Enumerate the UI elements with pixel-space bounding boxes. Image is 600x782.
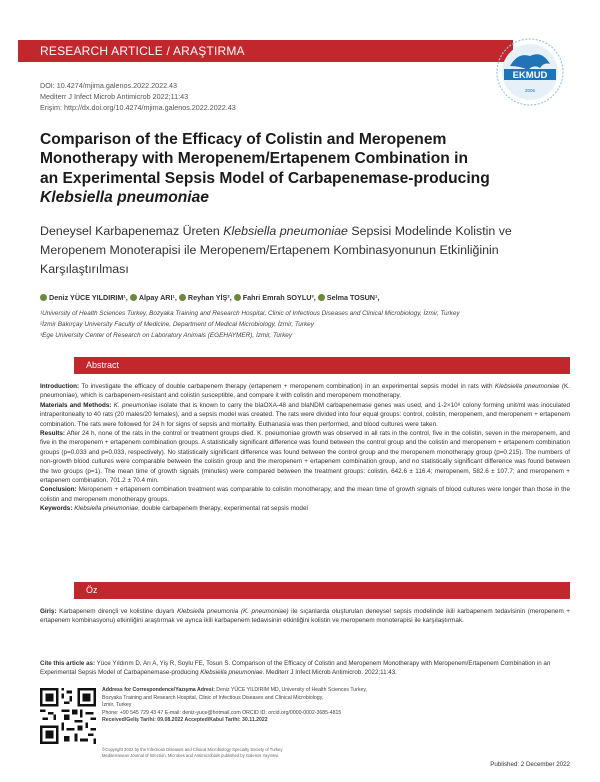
orcid-icon[interactable] bbox=[318, 294, 325, 301]
article-meta bbox=[40, 80, 236, 113]
orcid-icon[interactable] bbox=[234, 294, 241, 301]
intro-text: (K. pneumoniae), which is carbapenem-resistant and colistin susceptible, and compare it with colistin and meropenem monotherapy. bbox=[40, 383, 570, 400]
keywords-italic: Klebsiella pneumoniae bbox=[72, 505, 139, 513]
citation-text: Yüce Yıldırım D, Arı A, Yiş R, Soylu FE, Tosun S. Comparison of the Efficacy of Colistin and Meropenem Monotherapy with Meropenem/Ertapenem Combination in an Experimental Sepsis Model of Carbapenemase-producing bbox=[40, 660, 551, 677]
giris-italic: Klebsiella pneumonia (K. pneumoniae) bbox=[177, 608, 289, 615]
correspondence-line: Bozyaka Training and Research Hospital, Clinic of Infectious Diseases and Clinical Microbiology, bbox=[102, 694, 324, 701]
abstract-keywords bbox=[40, 504, 570, 513]
abstract-methods bbox=[40, 401, 570, 429]
intro-label: Introduction: bbox=[40, 383, 80, 390]
author: Deniz YÜCE YILDIRIM¹, bbox=[49, 293, 128, 302]
oz-heading-bar bbox=[74, 582, 570, 599]
author: Fahri Emrah SOYLU³, bbox=[242, 293, 316, 302]
methods-label: Materials and Methods: bbox=[40, 401, 112, 409]
author: Alpay ARI¹, bbox=[138, 293, 177, 302]
author: Reyhan YİŞ², bbox=[187, 293, 232, 302]
affiliation: ¹University of Health Sciences Turkey, Bozyaka Training and Research Hospital, Clinic of Infectious Diseases and Clinical Microbiology, İzmir, Turkey bbox=[40, 310, 460, 317]
oz-body bbox=[40, 607, 570, 626]
contact-line[interactable]: Phone: +90 545 729 43 47 E-mail: deniz-yuce@hotmail.com ORCID ID: orcid.org/0000-0002-3685-4815 bbox=[102, 709, 342, 716]
abstract-body bbox=[40, 382, 570, 514]
correspondence-line: Deniz YÜCE YILDIRIM MD, University of Health Sciences Turkey, bbox=[214, 687, 368, 693]
correspondence-line: İzmir, Turkey bbox=[102, 702, 132, 709]
subtitle-italic: Klebsiella pneumoniae bbox=[223, 224, 348, 238]
article-subtitle-tr bbox=[40, 222, 570, 279]
conclusion-label: Conclusion: bbox=[40, 486, 77, 494]
author-list bbox=[40, 293, 379, 302]
affiliation: ²İzmir Bakırçay University Faculty of Medicine, Department of Medical Microbiology, İzmir, Turkey bbox=[40, 321, 314, 328]
citation bbox=[40, 659, 570, 677]
affiliations bbox=[40, 308, 570, 341]
logo-text: EKMUD bbox=[512, 70, 548, 81]
copyright-line: ©Copyright 2022 by the Infectious Diseases and Clinical Microbiology Specialty Society of Turkey bbox=[102, 747, 283, 752]
results-label: Results: bbox=[40, 430, 66, 438]
copyright-line: Mediterranean Journal of Infection, Microbes and Antimicrobials published by Galenos Yayınevi. bbox=[102, 752, 280, 758]
article-title bbox=[40, 130, 570, 208]
abstract-heading: Abstract bbox=[86, 360, 120, 370]
results-text: After 24 h, none of the rats in the control or treatment groups died. K. pneumoniae growth was observed in all rats in the control, five in the colistin, seven in the meropenem, and five in the meropenem + ertapenem combination groups. A statistically significant difference was found between the control group and the colistin and meropenem + ertapenem combination groups (p=0.033 and p=0.033, respectively). No statistically significant difference was found between the control group and the meropenem monotherapy group (p=0.215). The numbers of non-growth blood cultures were comparable between the colistin group and the meropenem + ertapenem combination group, and no statistically significant difference was found between the two groups (p=1). The mean time of growth signals (minutes) were compared between the treatment groups: colistin, 642.6 ± 116.4; meropenem, 582.6 ± 107.7; and meropenem + ertapenem combination, 701.2 ± 70.4 min. bbox=[40, 430, 570, 485]
logo-year: 2006 bbox=[524, 88, 536, 93]
title-line: Comparison of the Efficacy of Colistin and Meropenem bbox=[40, 131, 447, 148]
citation-text: . Mediterr J Infect Microb Antimicrob. 2022;11:43. bbox=[262, 669, 397, 677]
giris-label: Giriş: bbox=[40, 608, 57, 615]
citation-italic: Klebsiella pneumoniae bbox=[200, 669, 263, 677]
abstract-heading-bar bbox=[74, 357, 570, 374]
orcid-icon[interactable] bbox=[179, 294, 186, 301]
doi-line[interactable]: DOI: 10.4274/mjima.galenos.2022.2022.43 bbox=[40, 81, 178, 90]
title-line: Klebsiella pneumoniae bbox=[40, 189, 209, 207]
correspondence bbox=[102, 687, 442, 725]
orcid-icon[interactable] bbox=[130, 294, 137, 301]
subtitle-part: Deneysel Karbapenemaz Üreten bbox=[40, 224, 224, 238]
subtitle-part: Sepsisi Modelinde Kolistin ve Meropenem Monoterapisi ile Meropenem/Ertapenem Kombinasyonunun Etkinliğinin Karşılaştırılması bbox=[40, 224, 512, 276]
methods-italic: K. pneumoniae bbox=[111, 401, 157, 409]
journal-line: Mediterr J Infect Microb Antimicrob 2022;11:43 bbox=[40, 92, 189, 101]
keywords-text: , double carbapenem therapy, experimental rat sepsis model bbox=[138, 505, 308, 513]
article-type-banner bbox=[18, 40, 513, 62]
qr-code[interactable] bbox=[40, 688, 96, 744]
access-line[interactable]: Erişim: http://dx.doi.org/10.4274/mjima.galenos.2022.2022.43 bbox=[40, 103, 236, 112]
published-date: Published: 2 December 2022 bbox=[490, 761, 570, 768]
abstract-conclusion bbox=[40, 485, 570, 504]
conclusion-text: Meropenem + ertapenem combination treatment was comparable to colistin monotherapy, and the mean time of growth signals of blood cultures were longer than those in the colistin and meropenem monotherapy groups. bbox=[40, 486, 570, 503]
affiliation: ³Ege University Center of Research on Laboratory Animals (EGEHAYMER), İzmir, Turkey bbox=[40, 332, 293, 339]
giris-text: ile sıçanlarda oluşturulan deneysel sepsis modelinde ikili karbapenem tedavisinin (meropenem + ertapenem kombinasyonu) etkinliğini araştırmak ve ayrıca ikili karbapenem tedavisinin etkinliğini kolistin ve meropenem monoterapisi ile karşılaştırmak. bbox=[40, 608, 571, 625]
article-type-label: RESEARCH ARTICLE / ARAŞTIRMA bbox=[40, 44, 245, 58]
ekmud-logo bbox=[494, 36, 566, 108]
dates-line: Received/Geliş Tarihi: 09.08.2022 Accepted/Kabul Tarihi: 30.11.2022 bbox=[102, 717, 268, 724]
methods-text: isolate that is known to carry the blaOXA-48 and blaNDM carbapenemase genes was used, and 1-2×10⁸ colony forming unit/ml was inoculated intraperitoneally to 40 rats (20 males/20 females), and a sepsis model was created. The rats were divided into four equal groups: control, colistin, meropenem, and meropenem + ertapenem combination. The rats were followed for 24 h for signs of sepsis and mortality. Euthanasia was then performed, and blood cultures were taken. bbox=[40, 401, 571, 428]
orcid-icon[interactable] bbox=[40, 294, 47, 301]
oz-giris bbox=[40, 607, 570, 626]
title-line: Monotherapy with Meropenem/Ertapenem Combination in bbox=[40, 150, 468, 168]
abstract-introduction bbox=[40, 382, 570, 401]
intro-text: To investigate the efficacy of double carbapenem therapy (ertapenem + meropenem combination) in an experimental sepsis model in rats with bbox=[79, 383, 495, 390]
giris-text: Karbapenem dirençli ve kolistine duyarlı bbox=[56, 608, 178, 615]
intro-italic: Klebsiella pneumoniae bbox=[494, 383, 560, 390]
title-line: an Experimental Sepsis Model of Carbapenemase-producing bbox=[40, 169, 490, 187]
oz-heading: Öz bbox=[86, 585, 98, 595]
author: Selma TOSUN¹, bbox=[326, 293, 380, 302]
correspondence-label: Address for Correspondence/Yazışma Adresi: bbox=[102, 687, 215, 693]
abstract-results bbox=[40, 429, 570, 485]
keywords-label: Keywords: bbox=[40, 505, 73, 513]
copyright bbox=[102, 747, 402, 758]
citation-label: Cite this article as: bbox=[40, 660, 96, 667]
